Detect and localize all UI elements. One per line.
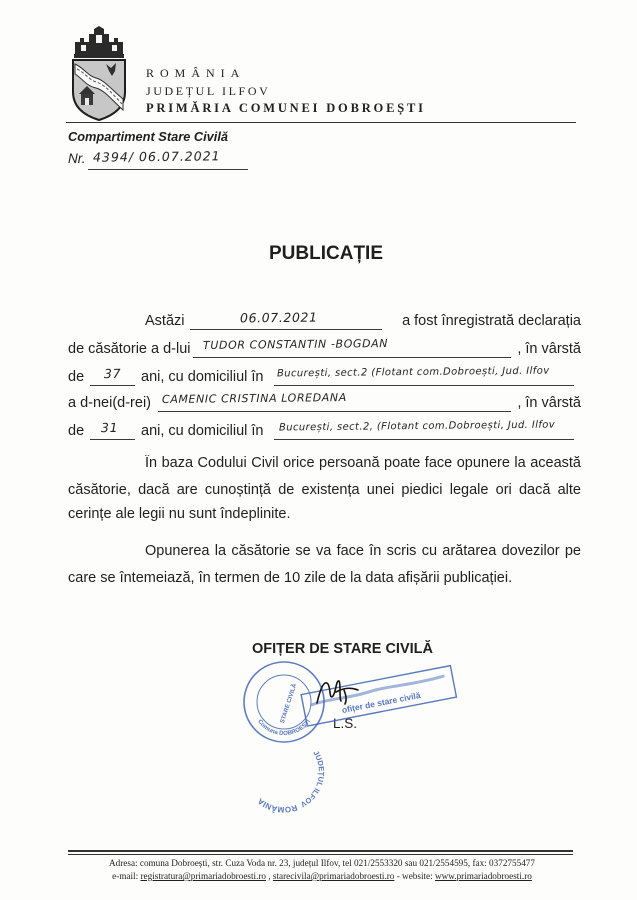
declaration-intro: Astăzi	[145, 313, 185, 329]
footer-website: www.primariadobroesti.ro	[434, 871, 532, 881]
civil-code-line: cerințe ale legii nu sunt îndeplinite.	[68, 506, 291, 522]
footer-address: Adresa: comuna Dobroești, str. Cuza Voda nr. 23, județul Ilfov, tel 021/2553320 sau 021/2554595, fax: 0372755477	[109, 858, 535, 868]
footer-email-label: e-mail:	[112, 871, 139, 881]
groom-age: 37	[103, 365, 122, 382]
seal-label: L.S.	[333, 716, 358, 731]
bride-domicile: București, sect.2, (Flotant com.Dobroești, Jud. Ilfov	[278, 419, 556, 434]
footer-email-civil: starecivila@primariadobroesti.ro	[272, 871, 395, 881]
registration-number: 4394/ 06.07.2021	[92, 148, 221, 165]
officer-title: OFIȚER DE STARE CIVILĂ	[252, 641, 433, 657]
bride-age-suffix: , în vârstă	[517, 395, 581, 411]
declaration-registered-text: a fost înregistrată declarația	[402, 313, 581, 329]
footer-divider	[68, 854, 573, 855]
header-country: ROMÂNIA	[146, 66, 246, 80]
groom-prefix: de căsătorie a d-lui	[68, 341, 191, 357]
round-stamp	[244, 662, 324, 742]
coat-of-arms-icon	[66, 20, 132, 122]
header-divider	[66, 122, 576, 123]
groom-name: TUDOR CONSTANTIN -BOGDAN	[202, 337, 389, 352]
round-stamp-bottom-text: Comuna DOBROEȘTI	[256, 718, 312, 738]
header-county: JUDEȚUL ILFOV	[146, 84, 271, 98]
footer-divider	[68, 850, 573, 852]
footer-contacts	[72, 870, 572, 882]
bride-name: CAMENIC CRISTINA LOREDANA	[161, 391, 347, 406]
round-stamp-center-text: STARE CIVILĂ	[279, 683, 299, 725]
civil-code-line: În baza Codului Civil orice persoană poate face opunere la această	[145, 455, 581, 471]
round-stamp-top-text: ROMÂNIA	[256, 796, 299, 815]
bride-age-prefix: de	[68, 423, 85, 439]
page-title: PUBLICAȚIE	[269, 243, 383, 264]
department-label: Compartiment Stare Civilă	[68, 129, 229, 144]
declaration-date: 06.07.2021	[239, 309, 318, 326]
bride-domicile-label: ani, cu domiciliul în	[141, 423, 264, 439]
bride-age: 31	[100, 419, 119, 436]
groom-domicile: București, sect.2 (Flotant com.Dobroești, Jud. Ilfov	[276, 365, 550, 380]
footer-separator: ,	[268, 871, 271, 881]
rectangular-stamp	[301, 666, 456, 726]
opposition-line: Opunerea la căsătorie se va face în scris cu arătarea dovezilor pe	[145, 543, 581, 559]
civil-code-line: căsătorie, dacă are cunoștință de existența unei piedici legale ori dacă alte	[68, 482, 581, 498]
signature-mark	[317, 681, 358, 704]
opposition-line: care se întemeiază, în termen de 10 zile de la data afișării publicației.	[68, 570, 513, 586]
footer-email-registry: registratura@primariadobroesti.ro	[140, 871, 267, 881]
groom-domicile-label: ani, cu domiciliul în	[141, 369, 264, 385]
round-stamp-left-text: JUDEȚUL ILFOV	[299, 748, 327, 810]
footer-website-label: - website:	[396, 871, 433, 881]
header-institution: PRIMĂRIA COMUNEI DOBROEȘTI	[146, 101, 426, 115]
registration-label: Nr.	[68, 151, 86, 166]
groom-age-suffix: , în vârstă	[517, 341, 581, 357]
bride-prefix: a d-nei(d-rei)	[68, 395, 151, 411]
rectangular-stamp-text: ofițer de stare civilă	[340, 689, 422, 716]
groom-age-prefix: de	[68, 369, 85, 385]
